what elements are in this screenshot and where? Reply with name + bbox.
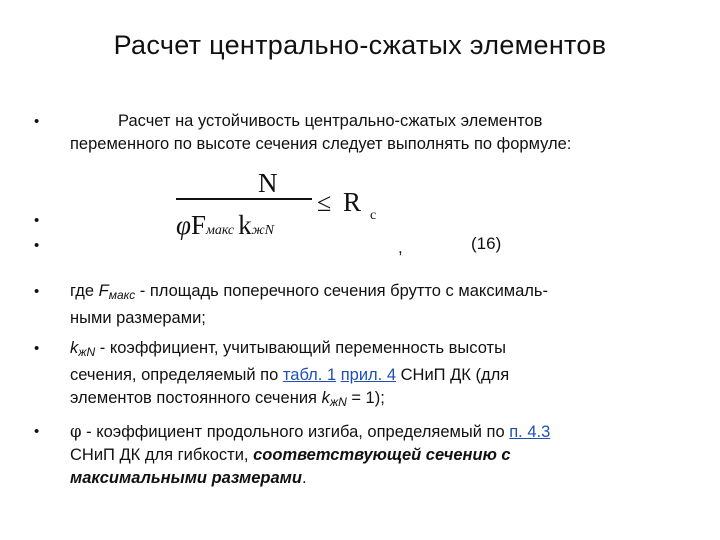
- bullet: •: [34, 423, 40, 440]
- definition-k-line-1: - коэффициент, учитывающий переменность высоты: [95, 339, 506, 357]
- definition-phi-line-3-end: .: [301, 469, 307, 487]
- bullet: •: [34, 113, 40, 130]
- formula-numerator: N: [258, 168, 278, 198]
- definition-phi-emphasis-1: соответствующей сечению с: [253, 446, 511, 464]
- link-table-1[interactable]: табл. 1: [282, 366, 337, 384]
- definition-F-line-2: ными размерами;: [70, 309, 206, 327]
- F-symbol: F: [98, 282, 109, 300]
- bullet: •: [34, 340, 40, 357]
- definition-phi-line-2-start: СНиП ДК для гибкости,: [70, 446, 254, 464]
- bullet: •: [34, 283, 40, 300]
- definition-F-line-1: - площадь поперечного сечения брутто с максималь-: [135, 282, 549, 300]
- definition-phi-emphasis-2: максимальными размерами: [70, 469, 302, 487]
- formula-comma: ,: [398, 238, 403, 257]
- F-subscript: макс: [108, 288, 136, 302]
- formula-R: R: [343, 187, 362, 217]
- bullet: •: [34, 237, 40, 254]
- definition-k-line-3-start: элементов постоянного сечения: [70, 389, 322, 407]
- k-symbol-inline: k: [321, 389, 330, 407]
- k-subscript: жN: [78, 345, 96, 359]
- equation-number: (16): [471, 234, 502, 253]
- link-annex-4[interactable]: прил. 4: [340, 366, 397, 384]
- where-prefix: где: [70, 282, 99, 300]
- definition-k: [70, 337, 710, 414]
- phi-symbol: φ: [70, 422, 82, 441]
- formula-k: k: [238, 210, 252, 240]
- intro-line-1: Расчет на устойчивость центрально-сжатых элементов: [118, 112, 543, 130]
- formula-R-subscript: c: [370, 208, 377, 223]
- formula-denominator: [176, 210, 274, 241]
- bullet: •: [34, 212, 40, 229]
- definition-phi: [70, 420, 710, 490]
- definition-k-line-3-end: = 1);: [346, 389, 385, 407]
- formula-F: F: [190, 210, 206, 240]
- definition-k-line-2-start: сечения, определяемый по: [70, 366, 283, 384]
- intro-line-2: переменного по высоте сечения следует выполнять по формуле:: [70, 135, 572, 153]
- link-section-4-3[interactable]: п. 4.3: [509, 423, 551, 441]
- formula-phi: φ: [176, 210, 191, 240]
- k-symbol: k: [70, 339, 79, 357]
- fraction-bar: [176, 198, 312, 200]
- less-equal-sign: ≤: [317, 188, 332, 217]
- formula-k-subscript: жN: [251, 223, 275, 238]
- formula-F-subscript: макс: [205, 223, 235, 238]
- definition-phi-line-1: - коэффициент продольного изгиба, определяемый по: [81, 423, 510, 441]
- intro-paragraph: [70, 110, 700, 156]
- definition-F: [70, 280, 710, 330]
- slide-title: Расчет центрально-сжатых элементов: [113, 30, 607, 60]
- k-subscript-inline: жN: [329, 395, 347, 409]
- definition-k-line-2-end: СНиП ДК (для: [396, 366, 510, 384]
